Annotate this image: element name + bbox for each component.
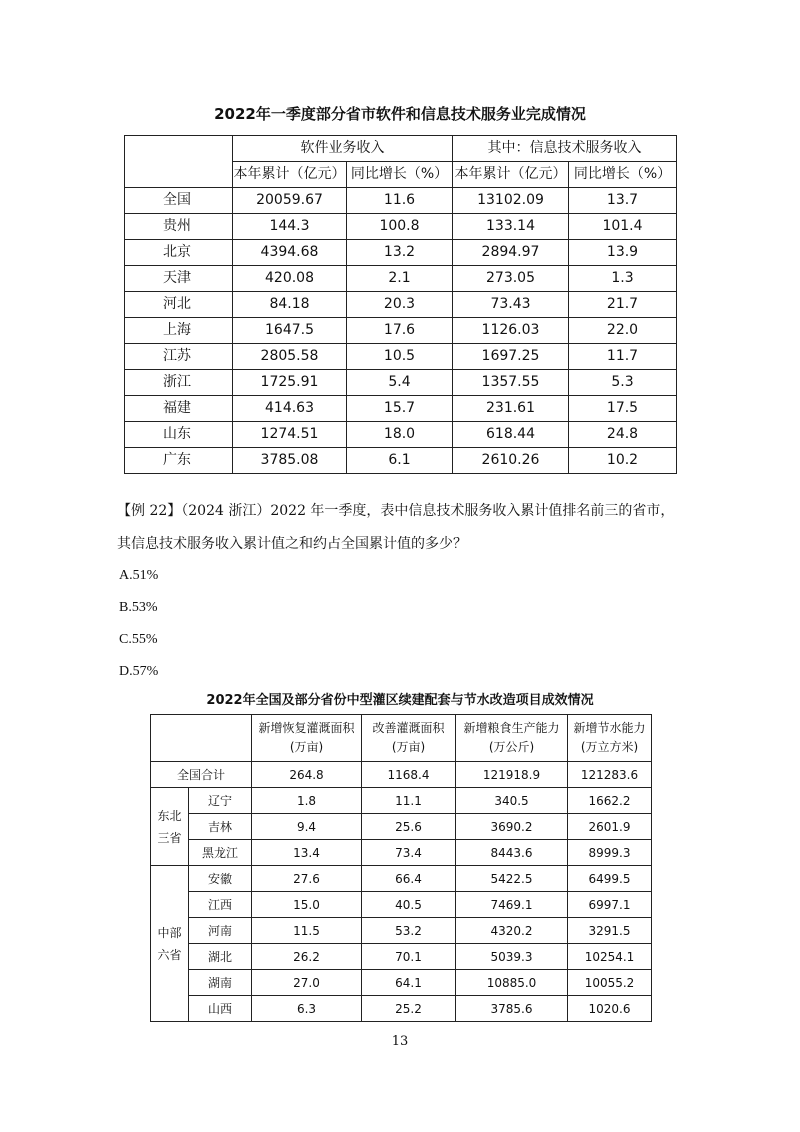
table1-sub-header: 同比增长（%） [347,162,453,188]
software-growth-cell: 13.2 [347,240,453,266]
value-cell: 11.5 [252,918,362,944]
value-cell: 27.6 [252,866,362,892]
it-service-growth-cell: 5.3 [569,370,677,396]
value-cell: 3785.6 [456,996,568,1022]
it-service-growth-cell: 22.0 [569,318,677,344]
table2-row [151,918,652,944]
table1-corner-cell [125,136,233,188]
total-value-cell: 264.8 [252,762,362,788]
province-cell: 山西 [189,996,252,1022]
option-d: D.57% [119,664,159,679]
option-b: B.53% [119,600,158,615]
software-growth-cell: 100.8 [347,214,453,240]
table2-row [151,814,652,840]
province-cell: 辽宁 [189,788,252,814]
table1-title: 2022年一季度部分省市软件和信息技术服务业完成情况 [214,105,586,123]
it-service-cumulative-cell: 13102.09 [453,188,569,214]
total-value-cell: 121283.6 [568,762,652,788]
table1-row [125,448,677,474]
region-group-cell: 东北 三省 [151,788,189,866]
province-cell: 湖北 [189,944,252,970]
value-cell: 53.2 [362,918,456,944]
value-cell: 66.4 [362,866,456,892]
it-service-cumulative-cell: 1697.25 [453,344,569,370]
page-number: 13 [391,1034,409,1049]
software-growth-cell: 20.3 [347,292,453,318]
it-service-growth-cell: 21.7 [569,292,677,318]
it-service-cumulative-cell: 273.05 [453,266,569,292]
table1-row [125,318,677,344]
table2-header-cell: 新增节水能力 (万立方米) [568,715,652,762]
region-cell: 江苏 [125,344,233,370]
value-cell: 10055.2 [568,970,652,996]
software-growth-cell: 18.0 [347,422,453,448]
value-cell: 3690.2 [456,814,568,840]
total-value-cell: 1168.4 [362,762,456,788]
value-cell: 6997.1 [568,892,652,918]
it-service-growth-cell: 11.7 [569,344,677,370]
it-service-cumulative-cell: 231.61 [453,396,569,422]
value-cell: 1020.6 [568,996,652,1022]
value-cell: 7469.1 [456,892,568,918]
table1-row [125,396,677,422]
table1-row [125,292,677,318]
total-label-cell: 全国合计 [151,762,252,788]
software-cumulative-cell: 414.63 [233,396,347,422]
table2-row [151,970,652,996]
table2-header-cell: 新增恢复灌溉面积 (万亩) [252,715,362,762]
value-cell: 2601.9 [568,814,652,840]
value-cell: 10254.1 [568,944,652,970]
question-text-line-1: 【例 22】（2024 浙江）2022 年一季度，表中信息技术服务收入累计值排名前三的省市， [117,503,675,519]
it-service-cumulative-cell: 2610.26 [453,448,569,474]
table1-group-header: 软件业务收入 [233,136,453,162]
value-cell: 64.1 [362,970,456,996]
value-cell: 40.5 [362,892,456,918]
region-cell: 天津 [125,266,233,292]
table1-row [125,188,677,214]
table1-row [125,266,677,292]
region-cell: 全国 [125,188,233,214]
software-cumulative-cell: 420.08 [233,266,347,292]
software-cumulative-cell: 4394.68 [233,240,347,266]
value-cell: 5039.3 [456,944,568,970]
it-service-growth-cell: 1.3 [569,266,677,292]
it-service-growth-cell: 13.7 [569,188,677,214]
value-cell: 1662.2 [568,788,652,814]
table1-row [125,422,677,448]
it-service-growth-cell: 13.9 [569,240,677,266]
value-cell: 25.6 [362,814,456,840]
software-revenue-table [124,135,677,474]
region-cell: 山东 [125,422,233,448]
it-service-cumulative-cell: 618.44 [453,422,569,448]
value-cell: 13.4 [252,840,362,866]
question-text-line-2: 其信息技术服务收入累计值之和约占全国累计值的多少？ [117,536,467,552]
value-cell: 6.3 [252,996,362,1022]
value-cell: 3291.5 [568,918,652,944]
value-cell: 26.2 [252,944,362,970]
table2-row [151,996,652,1022]
it-service-cumulative-cell: 73.43 [453,292,569,318]
province-cell: 江西 [189,892,252,918]
value-cell: 25.2 [362,996,456,1022]
table2-row [151,788,652,814]
software-cumulative-cell: 3785.08 [233,448,347,474]
it-service-growth-cell: 24.8 [569,422,677,448]
software-growth-cell: 10.5 [347,344,453,370]
software-growth-cell: 11.6 [347,188,453,214]
table1-group-header-row [125,136,677,162]
province-cell: 湖南 [189,970,252,996]
value-cell: 6499.5 [568,866,652,892]
it-service-growth-cell: 10.2 [569,448,677,474]
software-cumulative-cell: 1274.51 [233,422,347,448]
software-growth-cell: 2.1 [347,266,453,292]
software-cumulative-cell: 144.3 [233,214,347,240]
value-cell: 340.5 [456,788,568,814]
table1-sub-header: 本年累计（亿元） [453,162,569,188]
value-cell: 4320.2 [456,918,568,944]
province-cell: 吉林 [189,814,252,840]
it-service-cumulative-cell: 1126.03 [453,318,569,344]
table1-row [125,344,677,370]
region-cell: 浙江 [125,370,233,396]
province-cell: 安徽 [189,866,252,892]
software-cumulative-cell: 2805.58 [233,344,347,370]
table1-row [125,240,677,266]
table2-row [151,944,652,970]
software-cumulative-cell: 20059.67 [233,188,347,214]
region-cell: 福建 [125,396,233,422]
table1-row [125,370,677,396]
region-cell: 广东 [125,448,233,474]
table2-header-cell: 改善灌溉面积 (万亩) [362,715,456,762]
region-cell: 贵州 [125,214,233,240]
table1-group-header: 其中：信息技术服务收入 [453,136,677,162]
total-value-cell: 121918.9 [456,762,568,788]
table1-sub-header: 本年累计（亿元） [233,162,347,188]
value-cell: 9.4 [252,814,362,840]
region-cell: 河北 [125,292,233,318]
it-service-growth-cell: 17.5 [569,396,677,422]
table2-header-row [151,715,652,762]
value-cell: 8999.3 [568,840,652,866]
software-growth-cell: 17.6 [347,318,453,344]
table2-title: 2022年全国及部分省份中型灌区续建配套与节水改造项目成效情况 [206,693,594,708]
software-growth-cell: 15.7 [347,396,453,422]
table2-total-row [151,762,652,788]
region-cell: 上海 [125,318,233,344]
table2-row [151,892,652,918]
value-cell: 11.1 [362,788,456,814]
table2-header-cell: 新增粮食生产能力 (万公斤) [456,715,568,762]
value-cell: 5422.5 [456,866,568,892]
it-service-cumulative-cell: 2894.97 [453,240,569,266]
irrigation-table [150,714,652,1022]
table2-row [151,866,652,892]
value-cell: 70.1 [362,944,456,970]
option-c: C.55% [119,632,158,647]
value-cell: 10885.0 [456,970,568,996]
it-service-cumulative-cell: 1357.55 [453,370,569,396]
software-cumulative-cell: 1725.91 [233,370,347,396]
region-group-cell: 中部 六省 [151,866,189,1022]
option-a: A.51% [119,568,159,583]
value-cell: 8443.6 [456,840,568,866]
table1-sub-header: 同比增长（%） [569,162,677,188]
region-cell: 北京 [125,240,233,266]
value-cell: 73.4 [362,840,456,866]
it-service-cumulative-cell: 133.14 [453,214,569,240]
software-cumulative-cell: 1647.5 [233,318,347,344]
table2-corner-cell [151,715,252,762]
province-cell: 黑龙江 [189,840,252,866]
table2-row [151,840,652,866]
table1-row [125,214,677,240]
software-growth-cell: 6.1 [347,448,453,474]
value-cell: 1.8 [252,788,362,814]
province-cell: 河南 [189,918,252,944]
it-service-growth-cell: 101.4 [569,214,677,240]
value-cell: 27.0 [252,970,362,996]
software-cumulative-cell: 84.18 [233,292,347,318]
value-cell: 15.0 [252,892,362,918]
software-growth-cell: 5.4 [347,370,453,396]
